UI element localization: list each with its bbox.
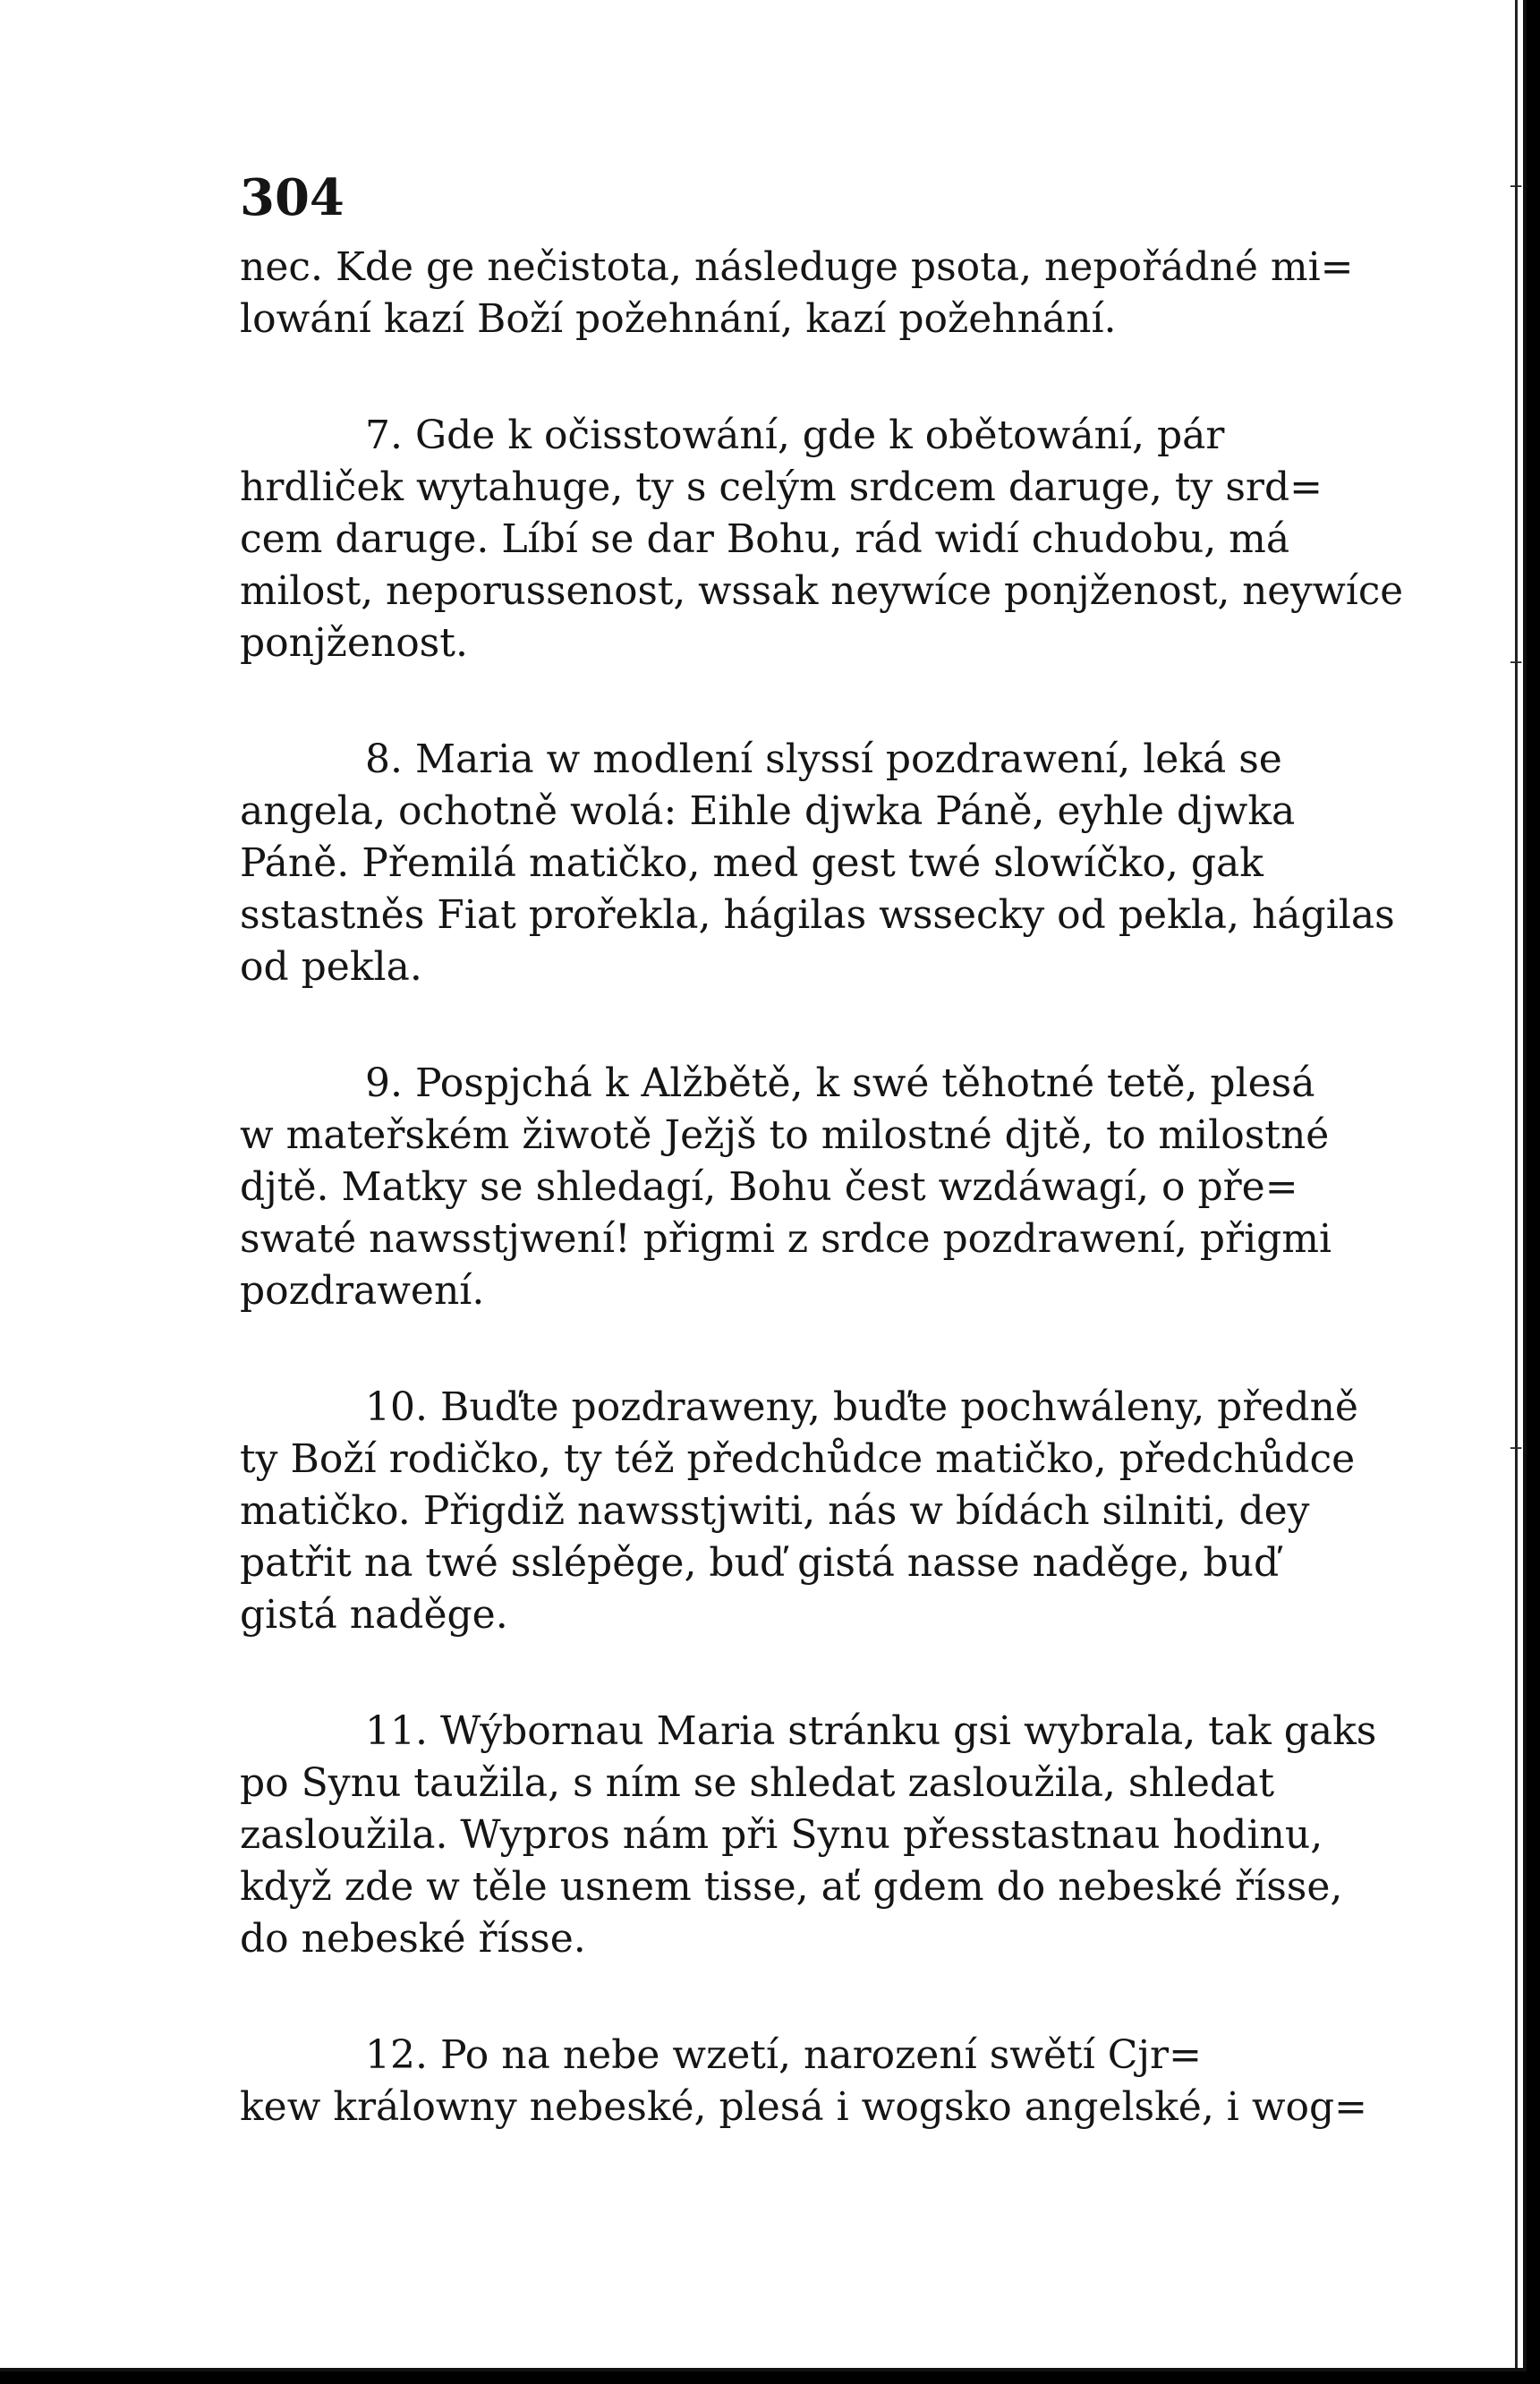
hymn-text [240, 242, 1403, 2198]
text-line: cem daruge. Líbí se dar Bohu, rád widí chudobu, má [240, 516, 1290, 562]
stanza-10 [240, 1382, 1403, 1641]
text-line: nec. Kde ge nečistota, následuge psota, nepořádné mi= [240, 244, 1354, 290]
stanza-12 [240, 2030, 1403, 2133]
text-line: angela, ochotně wolá: Eihle djwka Páně, eyhle djwka [240, 788, 1296, 834]
stanza-continuation [240, 242, 1403, 345]
text-line: zasloužila. Wypros nám při Synu přesstastnau hodinu, [240, 1812, 1323, 1858]
text-line: patřit na twé sslépěge, buď gistá nasse naděge, buď [240, 1540, 1280, 1586]
text-line: milost, neporussenost, wssak neywíce ponjženost, neywíce [240, 568, 1404, 614]
text-line: od pekla. [240, 944, 422, 990]
stanza-11 [240, 1706, 1403, 1965]
text-line-first [240, 1058, 1403, 1110]
text-line: hrdliček wytahuge, ty s celým srdcem daruge, ty srd= [240, 464, 1323, 510]
text-line: pozdrawení. [240, 1268, 485, 1314]
text-line: w mateřském žiwotě Ježjš to milostné djtě, to milostné [240, 1112, 1330, 1158]
stanza-number: 10. [365, 1384, 428, 1430]
page-number: 304 [240, 168, 345, 227]
text-line: Buďte pozdraweny, buďte pochwáleny, předně [439, 1384, 1358, 1430]
binding-edge-line [1515, 0, 1518, 2368]
text-line: gistá naděge. [240, 1592, 508, 1638]
stanza-number: 8. [365, 736, 403, 782]
text-line: po Synu taužila, s ním se shledat zasloužila, shledat [240, 1760, 1275, 1806]
stanza-number: 11. [365, 1708, 428, 1754]
edge-tick-mark-icon: ┼ [1510, 651, 1522, 673]
text-line: ponjženost. [240, 620, 468, 666]
text-line-first [240, 2030, 1403, 2082]
stanza-8 [240, 734, 1403, 993]
text-line: sstastněs Fiat prořekla, hágilas wssecky od pekla, hágilas [240, 892, 1395, 938]
text-line: matičko. Přigdiž nawsstjwiti, nás w bídách silniti, dey [240, 1488, 1310, 1534]
text-line: lowání kazí Boží požehnání, kazí požehnání. [240, 296, 1117, 342]
stanza-number: 7. [365, 413, 403, 458]
text-line-first [240, 734, 1403, 786]
text-line: když zde w těle usnem tisse, ať gdem do nebeské řísse, [240, 1864, 1343, 1910]
text-line: Pospjchá k Alžbětě, k swé těhotné tetě, plesá [414, 1060, 1315, 1106]
stanza-number: 12. [365, 2032, 428, 2078]
stanza-7 [240, 410, 1403, 669]
text-line: kew králowny nebeské, plesá i wogsko angelské, i wog= [240, 2084, 1368, 2130]
text-line: Maria w modlení slyssí pozdrawení, leká se [414, 736, 1282, 782]
stanza-number: 9. [365, 1060, 403, 1106]
text-line: Wýbornau Maria stránku gsi wybrala, tak gaks [439, 1708, 1377, 1754]
text-line: djtě. Matky se shledagí, Bohu čest wzdáwagí, o pře= [240, 1164, 1298, 1210]
text-line: Páně. Přemilá matičko, med gest twé slowíčko, gak [240, 840, 1263, 886]
stanza-9 [240, 1058, 1403, 1317]
text-line-first [240, 410, 1403, 462]
text-line: ty Boží rodičko, ty též předchůdce matičko, předchůdce [240, 1436, 1356, 1482]
text-line: Po na nebe wzetí, narození swětí Cjr= [439, 2032, 1202, 2078]
edge-tick-mark-icon: ┼ [1510, 1437, 1522, 1459]
text-line-first [240, 1706, 1403, 1758]
text-line: do nebeské řísse. [240, 1916, 586, 1962]
text-line: swaté nawsstjwení! přigmi z srdce pozdrawení, přigmi [240, 1216, 1332, 1262]
edge-tick-mark-icon: ┼ [1510, 175, 1522, 197]
text-line: Gde k očisstowání, gde k obětowání, pár [414, 413, 1225, 458]
text-line-first [240, 1382, 1403, 1434]
